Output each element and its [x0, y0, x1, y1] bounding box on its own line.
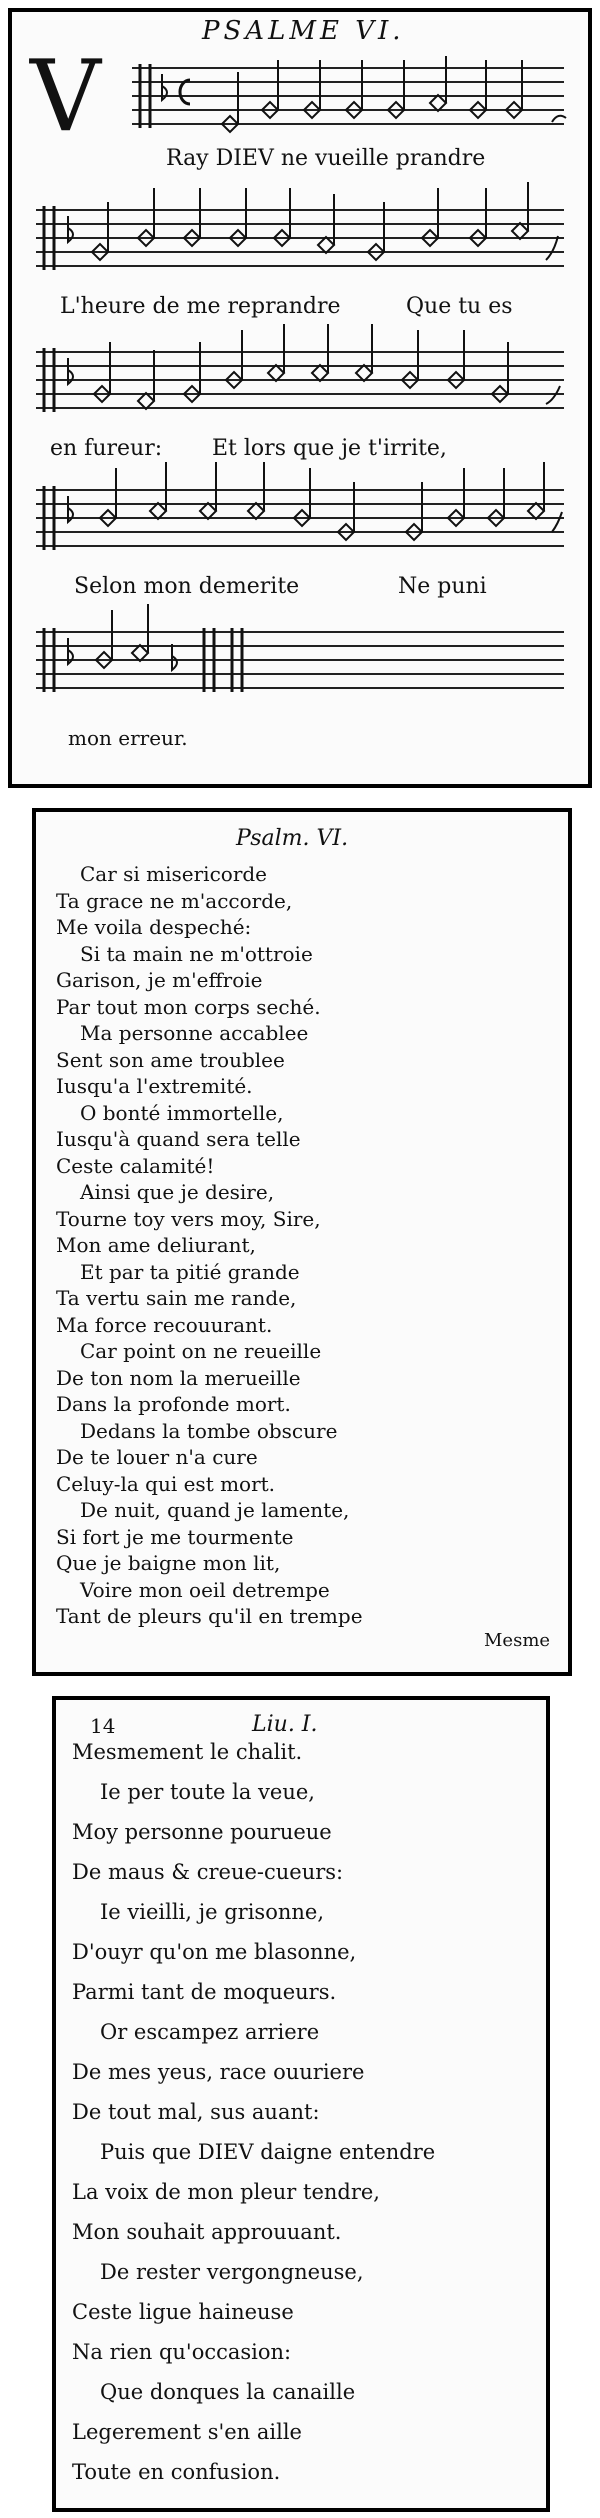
verse-line: Moy personne pourueue	[72, 1820, 332, 1844]
verse-line: O bonté immortelle,	[80, 1100, 284, 1125]
verse-line: Mesmement le chalit.	[72, 1740, 303, 1764]
lyric-line: en fureur:	[50, 436, 163, 461]
verse-line: Que je baigne mon lit,	[56, 1551, 281, 1575]
verse-line: Me voila despeché:	[56, 915, 252, 939]
verse-line: Et par ta pitié grande	[80, 1259, 300, 1284]
verse-line: Voire mon oeil detrempe	[80, 1577, 330, 1602]
verse-line: Iusqu'à quand sera telle	[56, 1127, 301, 1151]
verse-line: Ta grace ne m'accorde,	[56, 888, 293, 913]
psalm-header: PSALME VI.	[202, 16, 405, 46]
text-page-liu	[52, 1696, 550, 2512]
verse-line: Celuy-la qui est mort.	[56, 1471, 276, 1496]
verse-line: De te louer n'a cure	[56, 1445, 258, 1469]
verse-line: Ta vertu sain me rande,	[56, 1286, 297, 1310]
verse-line: De tout mal, sus auant:	[72, 2100, 320, 2124]
lyric-line: Ray DIEV ne vueille prandre	[166, 146, 486, 171]
verse-line: Car si misericorde	[80, 862, 268, 886]
verse-line: Ceste calamité!	[56, 1153, 215, 1178]
verse-line: Que donques la canaille	[100, 2380, 356, 2404]
verse-line: Si fort je me tourmente	[56, 1524, 294, 1549]
verse-line: Puis que DIEV daigne entendre	[100, 2140, 436, 2164]
score-page	[8, 8, 592, 788]
verse-line: Si ta main ne m'ottroie	[80, 941, 313, 966]
catchword: Mesme	[484, 1630, 551, 1651]
running-header: Liu. I.	[252, 1712, 318, 1737]
verse-line: Car point on ne reueille	[80, 1339, 322, 1363]
lyric-line: Et lors que je t'irrite,	[212, 436, 447, 461]
verse-line: Tourne toy vers moy, Sire,	[56, 1206, 321, 1231]
lyric-line: Selon mon demerite	[74, 574, 300, 599]
drop-cap: V	[30, 40, 101, 154]
verse-line: Iusqu'a l'extremité.	[56, 1074, 253, 1098]
verse-line: Par tout mon corps seché.	[56, 994, 321, 1019]
verse-line: Sent son ame troublee	[56, 1047, 285, 1072]
verse-line: De ton nom la merueille	[56, 1365, 301, 1390]
verse-line: D'ouyr qu'on me blasonne,	[72, 1940, 357, 1964]
verse-line: La voix de mon pleur tendre,	[72, 2180, 380, 2204]
verse-line: Or escampez arriere	[100, 2020, 320, 2044]
verse-line: Na rien qu'occasion:	[72, 2340, 292, 2364]
verse-line: Dans la profonde mort.	[56, 1392, 291, 1416]
verse-line: Ma personne accablee	[80, 1021, 309, 1045]
lyric-line: mon erreur.	[68, 726, 188, 750]
verse-line: Ceste ligue haineuse	[72, 2300, 294, 2324]
verse-line: De rester vergongneuse,	[100, 2260, 364, 2284]
verse-line: Ma force recouurant.	[56, 1312, 273, 1337]
verse-line: Garison, je m'effroie	[56, 968, 263, 992]
lyric-line: Ne puni	[398, 574, 487, 599]
verse-line: Ainsi que je desire,	[80, 1180, 275, 1204]
lyric-line: L'heure de me reprandre	[60, 294, 341, 319]
verse-line: Toute en confusion.	[72, 2460, 281, 2484]
verse-line: De mes yeus, race ouuriere	[72, 2060, 365, 2084]
page-number: 14	[90, 1714, 116, 1738]
verse-line: Dedans la tombe obscure	[80, 1418, 338, 1443]
verse-line: Ie per toute la veue,	[100, 1780, 315, 1804]
text-page-psalm	[32, 808, 572, 1676]
lyric-line: Que tu es	[406, 294, 513, 319]
running-header: Psalm. VI.	[236, 826, 349, 851]
verse-line: Parmi tant de moqueurs.	[72, 1980, 337, 2004]
verse-line: De nuit, quand je lamente,	[80, 1498, 350, 1522]
verse-line: Mon souhait approuuant.	[72, 2220, 342, 2244]
verse-line: Legerement s'en aille	[72, 2420, 302, 2444]
verse-line: Mon ame deliurant,	[56, 1233, 256, 1257]
verse-line: Ie vieilli, je grisonne,	[100, 1900, 325, 1924]
verse-line: Tant de pleurs qu'il en trempe	[56, 1604, 363, 1628]
verse-line: De maus & creue-cueurs:	[72, 1860, 344, 1884]
